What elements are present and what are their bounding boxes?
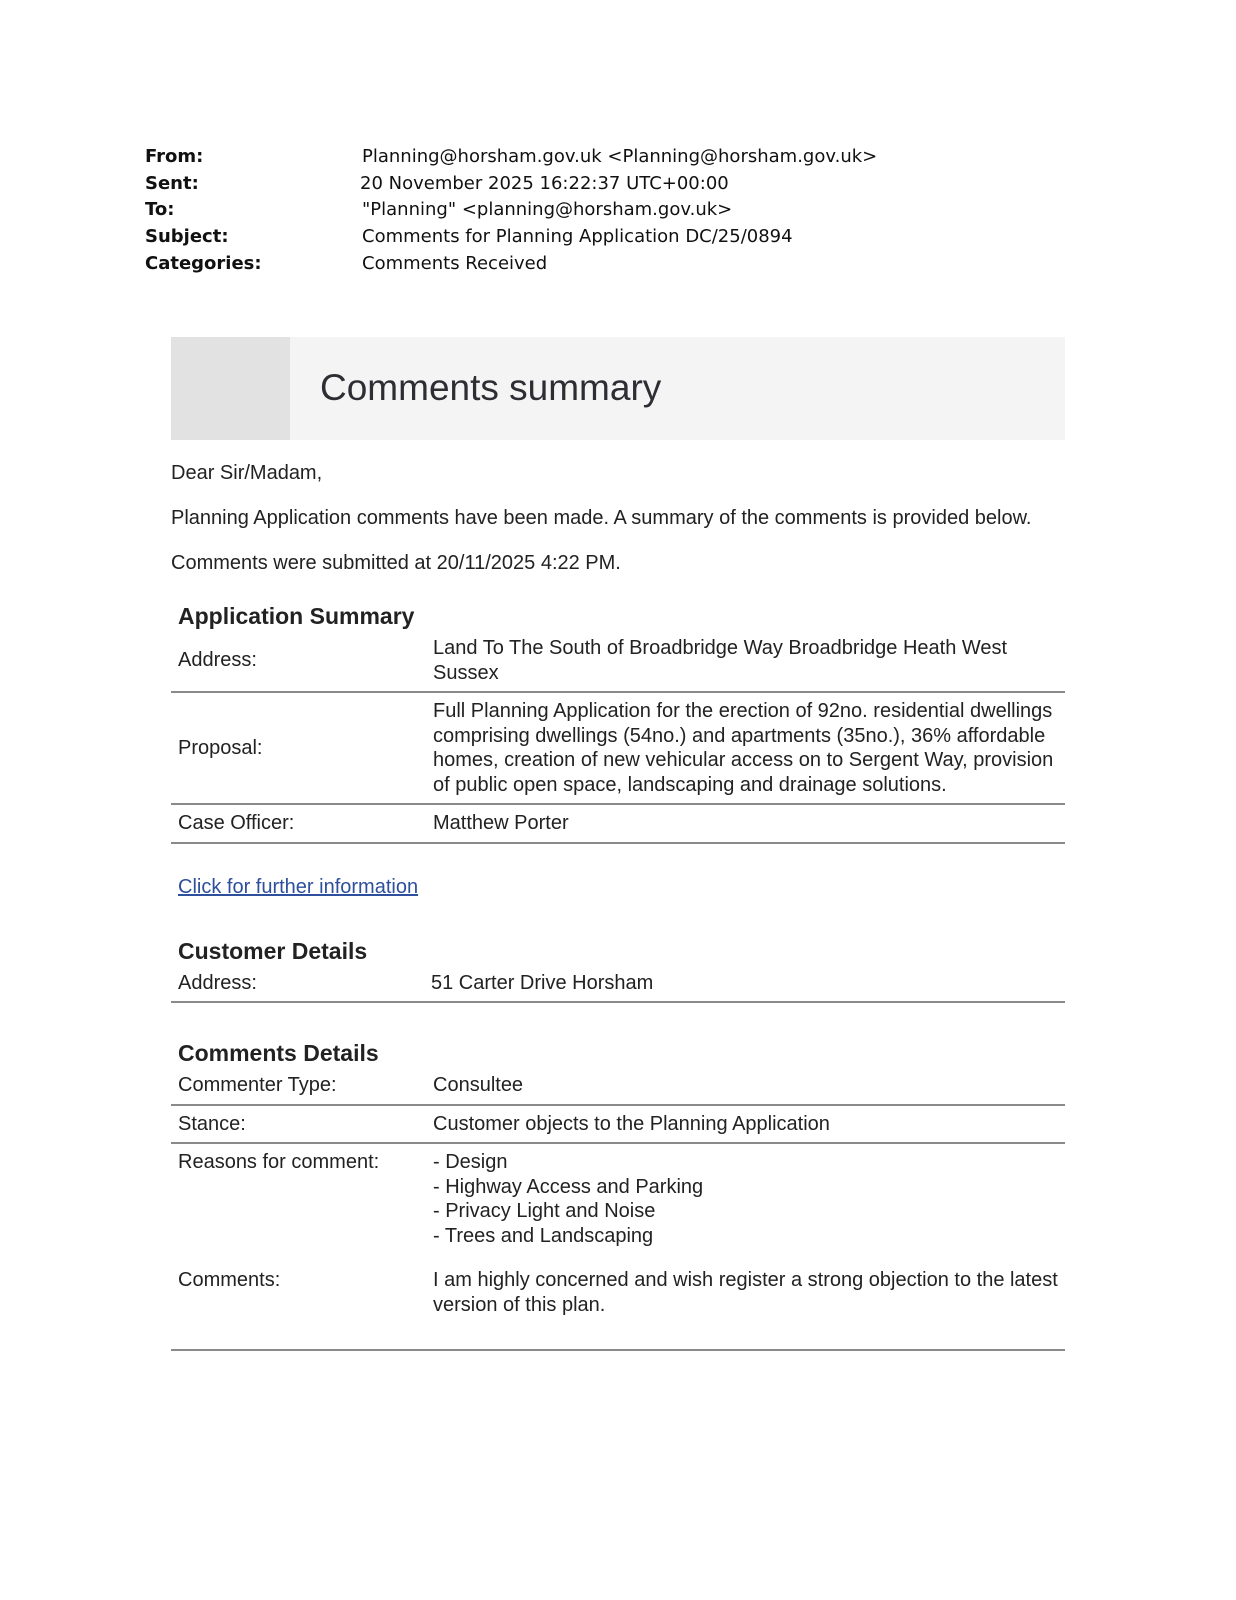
subject-value: Comments for Planning Application DC/25/0894: [362, 226, 793, 248]
case-officer-label: Case Officer:: [171, 804, 426, 843]
customer-address-value: 51 Carter Drive Horsham: [426, 965, 1065, 1003]
comments-summary-banner: [171, 337, 1065, 440]
further-information-link[interactable]: Click for further information: [178, 875, 419, 898]
table-row: [171, 965, 1065, 1003]
proposal-label: Proposal:: [171, 692, 426, 804]
reasons-label: Reasons for comment:: [178, 1151, 380, 1173]
email-content: [171, 337, 1065, 1351]
commenter-type-label: Commenter Type:: [171, 1067, 426, 1105]
table-row: [171, 630, 1065, 692]
commenter-type-value: Consultee: [426, 1067, 1065, 1105]
comments-details-table: [171, 1067, 1065, 1351]
reason-item: - Highway Access and Parking: [433, 1175, 704, 1198]
from-value: Planning@horsham.gov.uk <Planning@horsham.gov.uk>: [362, 146, 878, 167]
customer-details-heading: Customer Details: [178, 937, 368, 964]
to-value: "Planning" <planning@horsham.gov.uk>: [362, 199, 733, 221]
reasons-list: [426, 1143, 1065, 1254]
address-label: Address:: [171, 630, 426, 692]
stance-value: Customer objects to the Planning Application: [426, 1105, 1065, 1144]
address-value: Land To The South of Broadbridge Way Broadbridge Heath West Sussex: [426, 630, 1065, 692]
sent-label: Sent:: [145, 172, 199, 194]
greeting: Dear Sir/Madam,: [171, 462, 323, 484]
subject-label: Subject:: [145, 226, 229, 248]
application-summary-table: [171, 630, 1065, 844]
table-row: [171, 1254, 1065, 1350]
from-label: From:: [145, 146, 204, 167]
banner-title: Comments summary: [320, 366, 662, 408]
table-row: [171, 692, 1065, 804]
reason-item: - Design: [433, 1151, 508, 1173]
categories-label: Categories:: [145, 252, 262, 274]
reason-item: - Privacy Light and Noise: [433, 1200, 656, 1222]
customer-address-label: Address:: [171, 965, 426, 1003]
stance-label: Stance:: [171, 1105, 426, 1144]
table-row: [171, 804, 1065, 843]
comments-value: I am highly concerned and wish register a strong objection to the latest version of this plan.: [426, 1254, 1065, 1350]
case-officer-value: Matthew Porter: [426, 804, 1065, 843]
proposal-value: Full Planning Application for the erection of 92no. residential dwellings comprising dwellings (54no.) and apartments (35no.), 36% affordable homes, creation of new vehicular access on to Sergent Way, provision of public open space, landscaping and drainage solutions.: [426, 692, 1065, 804]
table-row: [171, 1067, 1065, 1105]
banner-side-block: [171, 337, 290, 440]
reason-item: - Trees and Landscaping: [433, 1224, 654, 1247]
comments-details-heading: Comments Details: [178, 1040, 379, 1066]
further-info-wrapper: [171, 875, 1065, 899]
categories-value: Comments Received: [362, 252, 548, 274]
comments-label: Comments:: [171, 1254, 426, 1350]
intro-text: Planning Application comments have been made. A summary of the comments is provided below.: [171, 507, 1032, 529]
sent-value: 20 November 2025 16:22:37 UTC+00:00: [360, 172, 729, 194]
submitted-text: Comments were submitted at 20/11/2025 4:22 PM.: [171, 552, 621, 574]
to-label: To:: [145, 199, 175, 221]
application-summary-heading: Application Summary: [178, 603, 415, 629]
table-row: [171, 1143, 1065, 1254]
table-row: [171, 1105, 1065, 1144]
customer-details-table: [171, 965, 1065, 1004]
